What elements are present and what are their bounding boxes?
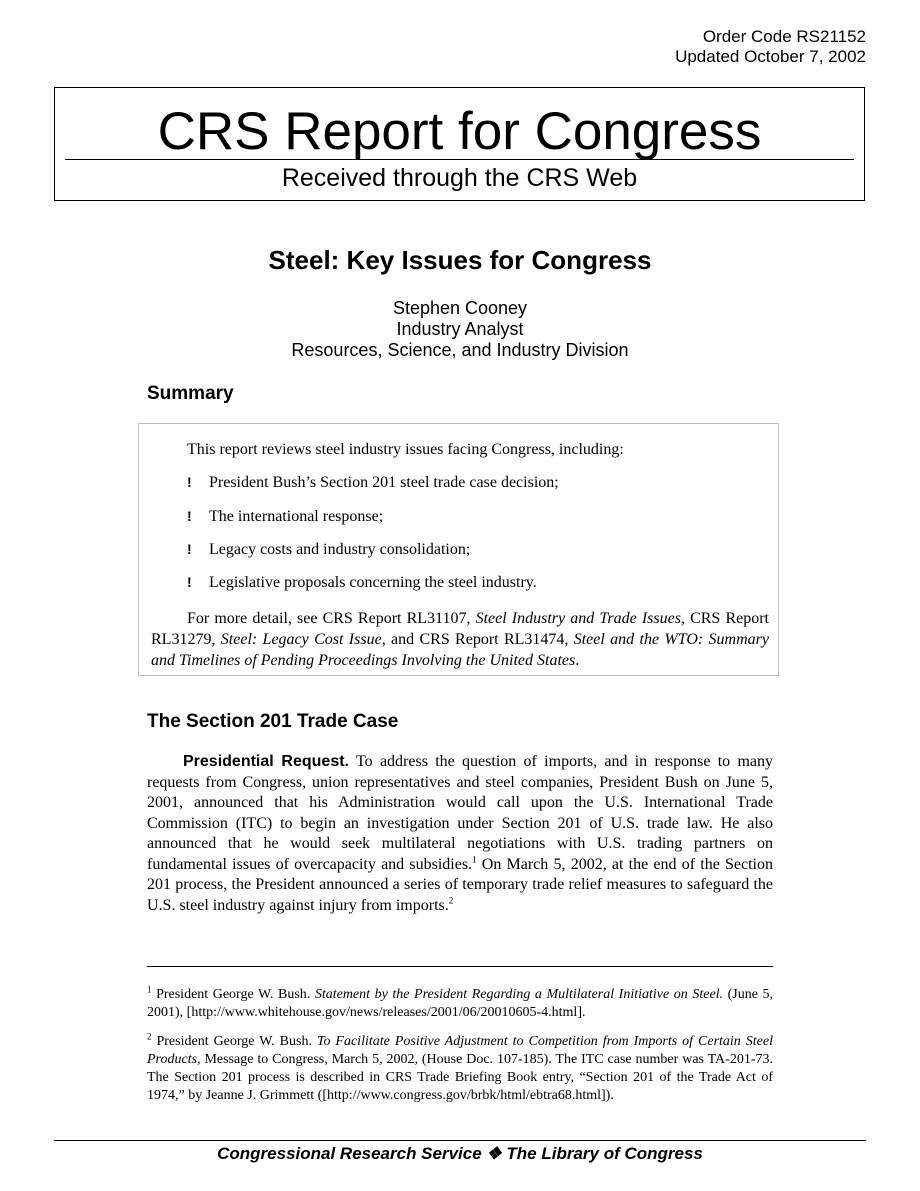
order-info xyxy=(675,27,866,67)
page-footer xyxy=(0,1144,920,1164)
summary-intro: This report reviews steel industry issues facing Congress, including: xyxy=(187,441,624,458)
footnote-1 xyxy=(147,986,773,1022)
author-division: Resources, Science, and Industry Division xyxy=(291,340,629,360)
footnote-text: (June 5, 2001), [http://www.whitehouse.gov/news/releases/2001/06/20010605-4.html]. xyxy=(147,987,773,1020)
more-text: For more detail, see CRS Report RL31107, xyxy=(187,610,476,627)
bullet-text: Legacy costs and industry consolidation; xyxy=(209,541,471,558)
footer-divider xyxy=(54,1140,866,1141)
summary-more-detail xyxy=(151,608,769,671)
bullet-mark: ! xyxy=(187,574,192,590)
footnote-text: President George W. Bush. xyxy=(151,1034,317,1049)
author-name: Stephen Cooney xyxy=(392,298,528,318)
summary-heading: Summary xyxy=(147,383,234,404)
bullet-text: President Bush’s Section 201 steel trade case decision; xyxy=(209,474,559,491)
footnote-text: , Message to Congress, March 5, 2002, (House Doc. 107-185). The ITC case number was TA-201-73. The Section 201 process is described in CRS Trade Briefing Book entry, “Section 201 of the Trade Act of 1974,” by Jeanne J. Grimmett ([http://www.congress.gov/brbk/html/ebtra68.html]). xyxy=(147,1052,773,1103)
updated-date: Updated October 7, 2002 xyxy=(675,47,866,66)
banner-subtitle: Received through the CRS Web xyxy=(281,164,638,192)
footnote-2 xyxy=(147,1033,773,1105)
report-ref-rl31279: Steel: Legacy Cost Issue xyxy=(220,631,382,648)
footnote-number: 1 xyxy=(147,984,152,995)
run-in-heading: Presidential Request. xyxy=(183,753,350,770)
paragraph-text: On March 5, 2002, at the end of the Section 201 process, the President announced a series of temporary trade relief measures to safeguard the U.S. steel industry against injury from imports. xyxy=(147,855,774,914)
footnote-title: Statement by the President Regarding a Multilateral Initiative on Steel. xyxy=(314,987,724,1002)
body-paragraph xyxy=(147,752,773,916)
bullet-text: Legislative proposals concerning the steel industry. xyxy=(209,574,537,591)
footnote-divider xyxy=(147,966,773,967)
summary-bullet xyxy=(187,541,470,559)
report-ref-rl31474: Steel and the WTO: Summary and Timelines of Pending Proceedings Involving the United States xyxy=(151,631,769,669)
footnote-ref-2[interactable]: 2 xyxy=(448,895,454,906)
more-text: . xyxy=(575,652,580,669)
paragraph-text: To address the question of imports, and in response to many requests from Congress, union representatives and steel companies, President Bush on June 5, 2001, announced that his Administration would call upon the U.S. International Trade Commission (ITC) to begin an investigation under Section 201 of U.S. trade law. He also announced that he would seek multilateral negotiations with U.S. trading partners on fundamental issues of overcapacity and subsidies. xyxy=(147,753,774,873)
summary-box xyxy=(138,423,779,676)
banner-divider xyxy=(65,159,854,160)
more-text: , and CRS Report RL31474, xyxy=(381,631,574,648)
section-heading: The Section 201 Trade Case xyxy=(147,711,399,732)
summary-bullet xyxy=(187,508,383,526)
footnote-ref-1[interactable]: 1 xyxy=(472,854,477,865)
diamond-icon: ❖ xyxy=(486,1144,502,1163)
bullet-mark: ! xyxy=(187,474,192,490)
summary-bullet xyxy=(187,474,559,492)
banner-title: CRS Report for Congress xyxy=(157,102,762,161)
author-role: Industry Analyst xyxy=(396,319,524,339)
summary-bullet xyxy=(187,574,537,592)
footnote-number: 2 xyxy=(147,1031,152,1042)
footer-left: Congressional Research Service xyxy=(217,1144,482,1163)
bullet-mark: ! xyxy=(187,508,192,524)
bullet-mark: ! xyxy=(187,541,192,557)
report-ref-rl31107: Steel Industry and Trade Issues xyxy=(475,610,681,627)
footnote-title: To Facilitate Positive Adjustment to Competition from Imports of Certain Steel Products xyxy=(147,1034,773,1067)
document-title: Steel: Key Issues for Congress xyxy=(268,245,652,275)
more-text: , CRS Report RL31279, xyxy=(151,610,769,648)
footer-right: The Library of Congress xyxy=(506,1144,703,1163)
author-block xyxy=(0,298,920,361)
report-banner xyxy=(54,87,865,201)
bullet-text: The international response; xyxy=(209,508,384,525)
order-code: Order Code RS21152 xyxy=(702,27,866,46)
footnote-text: President George W. Bush. xyxy=(151,987,315,1002)
